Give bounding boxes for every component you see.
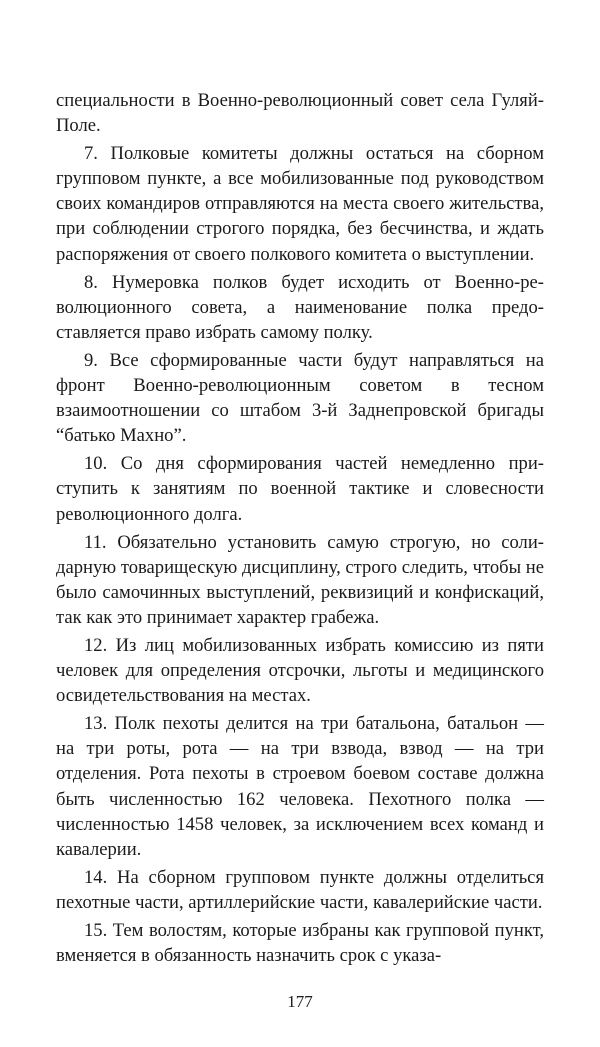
paragraph-14: 14. На сборном групповом пункте должны отделиться пехотные части, артиллерийские части, кавалерийские части.	[56, 866, 544, 913]
paragraph-13: 13. Полк пехоты делится на три батальона, батальон — на три роты, рота — на три взвода, взвод — на три отделения. Рота пехоты в строевом боевом составе должна быть численностью 162 человека. Пехотного полка — численностью 1458 человек, за исключением всех команд и кавалерии.	[56, 713, 544, 860]
paragraph-12: 12. Из лиц мобилизованных избрать комиссию из пяти человек для определения отсрочки, льготы и медицинского освидетельствования на местах.	[56, 634, 544, 707]
paragraph-10: 10. Со дня сформирования частей немедленно приступить к занятиям по военной тактике и словесности революционного долга.	[56, 453, 544, 525]
paragraph-7: 7. Полковые комитеты должны остаться на сборном групповом пункте, а все мобилизованные под руководством своих командиров отправляются на места своего жительства, при соблюдении строгого порядка, без бесчинства, и ждать распоряжения от своего полкового комитета о выступлении.	[56, 143, 544, 265]
paragraph-15: 15. Тем волостям, которые избраны как групповой пункт, вменяется в обязанность назначить срок с указа-	[56, 920, 544, 967]
paragraph-continuation: специальности в Военно-революционный совет села Гуляй-Поле.	[56, 90, 544, 137]
page-number: 177	[287, 992, 313, 1011]
paragraph-9: 9. Все сформированные части будут направляться на фронт Военно-революционным советом в тесном взаимоотношении со штабом 3-й Заднепровской бригады “батько Махно”.	[56, 349, 544, 447]
page-body	[56, 88, 544, 971]
paragraph-11: 11. Обязательно установить самую строгую, но солидарную товарищескую дисциплину, строго следить, чтобы не было самочинных выступлений, реквизиций и конфискаций, так как это принимает характер грабежа.	[56, 531, 544, 628]
paragraph-8: 8. Нумеровка полков будет исходить от Военно-революционного совета, а наименование полка предоставляется право избрать самому полку.	[56, 271, 544, 343]
